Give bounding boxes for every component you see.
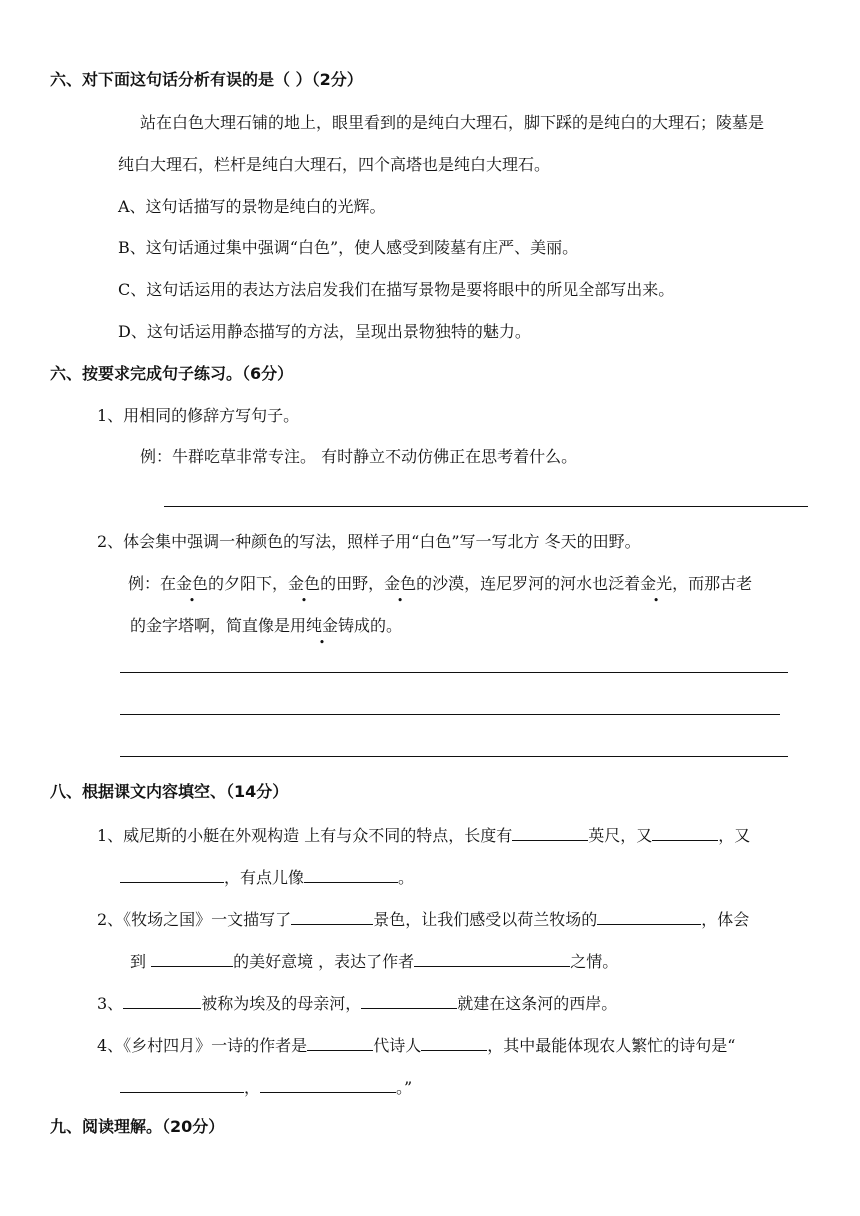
fill-item-1-cont	[120, 866, 414, 888]
fill-blank[interactable]	[120, 1076, 244, 1093]
fill-item-4-cont	[120, 1076, 412, 1098]
option-c: C、这句话运用的表达方法启发我们在描写景物是要将眼中的所见全部写出来。	[118, 280, 675, 299]
fill-text: 1、威尼斯的小艇在外观构造 上有与众不同的特点，长度有	[97, 826, 513, 845]
fill-blank[interactable]	[414, 950, 570, 967]
fill-blank[interactable]	[512, 824, 588, 841]
passage-line-2: 纯白大理石，栏杆是纯白大理石，四个高塔也是纯白大理石。	[118, 155, 551, 174]
fill-blank[interactable]	[120, 866, 224, 883]
example-sentence-2	[128, 574, 752, 594]
example-text: 的田野，	[320, 574, 385, 593]
fill-blank[interactable]	[421, 1034, 487, 1051]
fill-text: 。”	[396, 1078, 413, 1097]
fill-item-2-cont	[130, 950, 618, 972]
example-text: 铸成的。	[338, 616, 403, 635]
fill-blank[interactable]	[151, 950, 233, 967]
fill-text: 2、《牧场之国》一文描写了	[97, 910, 292, 929]
fill-text: 就建在这条河的西岸。	[457, 994, 618, 1013]
answer-line-2[interactable]	[120, 672, 788, 673]
fill-item-3	[97, 992, 617, 1014]
fill-text: 英尺，又	[588, 826, 653, 845]
section-heading-9: 九、阅读理解。（20分）	[50, 1117, 225, 1136]
fill-blank[interactable]	[361, 992, 457, 1009]
fill-blank[interactable]	[123, 992, 201, 1009]
emphasis-word: 金色	[384, 574, 417, 593]
fill-blank[interactable]	[597, 908, 701, 925]
fill-item-1	[97, 824, 750, 846]
example-text: 的夕阳下，	[208, 574, 289, 593]
example-text: 的金字塔啊，简直像是用	[130, 616, 307, 635]
answer-line-3[interactable]	[120, 714, 780, 715]
fill-text: 之情。	[570, 952, 619, 971]
fill-blank[interactable]	[304, 866, 398, 883]
emphasis-word: 纯金	[306, 616, 339, 635]
example-sentence-2-cont	[130, 616, 402, 636]
section-heading-6a: 六、对下面这句话分析有误的是（ ）（2分）	[50, 70, 363, 89]
fill-blank[interactable]	[652, 824, 718, 841]
fill-item-4	[97, 1034, 735, 1056]
option-b: B、这句话通过集中强调“白色”，使人感受到陵墓有庄严、美丽。	[118, 238, 579, 257]
fill-text: 被称为埃及的母亲河，	[201, 994, 362, 1013]
fill-text: ，其中最能体现农人繁忙的诗句是“	[487, 1036, 736, 1055]
fill-text: ，又	[718, 826, 751, 845]
emphasis-word: 金光	[640, 574, 673, 593]
example-sentence-1: 例：牛群吃草非常专注。 有时静立不动仿佛正在思考着什么。	[140, 447, 578, 466]
fill-text: 到	[130, 952, 152, 971]
example-text: ，而那古老	[672, 574, 753, 593]
emphasis-word: 金色	[176, 574, 209, 593]
fill-blank[interactable]	[291, 908, 373, 925]
fill-text: 代诗人	[373, 1036, 422, 1055]
fill-text: ，	[244, 1078, 261, 1097]
section-heading-6b: 六、按要求完成句子练习。（6分）	[50, 364, 294, 383]
option-a: A、这句话描写的景物是纯白的光辉。	[118, 197, 386, 216]
fill-blank[interactable]	[260, 1076, 396, 1093]
fill-text: ，体会	[701, 910, 750, 929]
example-text: 的沙漠，连尼罗河的河水也泛着	[416, 574, 641, 593]
emphasis-word: 金色	[288, 574, 321, 593]
option-d: D、这句话运用静态描写的方法，呈现出景物独特的魅力。	[118, 322, 531, 341]
fill-text: ，有点儿像	[224, 868, 305, 887]
exercise-item-1: 1、用相同的修辞方写句子。	[97, 406, 300, 425]
fill-text: 3、	[97, 994, 124, 1013]
fill-item-2	[97, 908, 749, 930]
example-text: 例：在	[128, 574, 177, 593]
fill-text: 。	[398, 868, 415, 887]
fill-text: 景色，让我们感受以荷兰牧场的	[373, 910, 598, 929]
fill-text: 4、《乡村四月》一诗的作者是	[97, 1036, 308, 1055]
passage-line-1: 站在白色大理石铺的地上，眼里看到的是纯白大理石，脚下踩的是纯白的大理石；陵墓是	[140, 113, 765, 132]
answer-line-1[interactable]	[164, 506, 808, 507]
fill-blank[interactable]	[307, 1034, 373, 1051]
section-heading-8: 八、根据课文内容填空、（14分）	[50, 782, 289, 801]
fill-text: 的美好意境 ，表达了作者	[233, 952, 415, 971]
answer-line-4[interactable]	[120, 756, 788, 757]
exercise-item-2: 2、体会集中强调一种颜色的写法，照样子用“白色”写一写北方 冬天的田野。	[97, 532, 641, 551]
